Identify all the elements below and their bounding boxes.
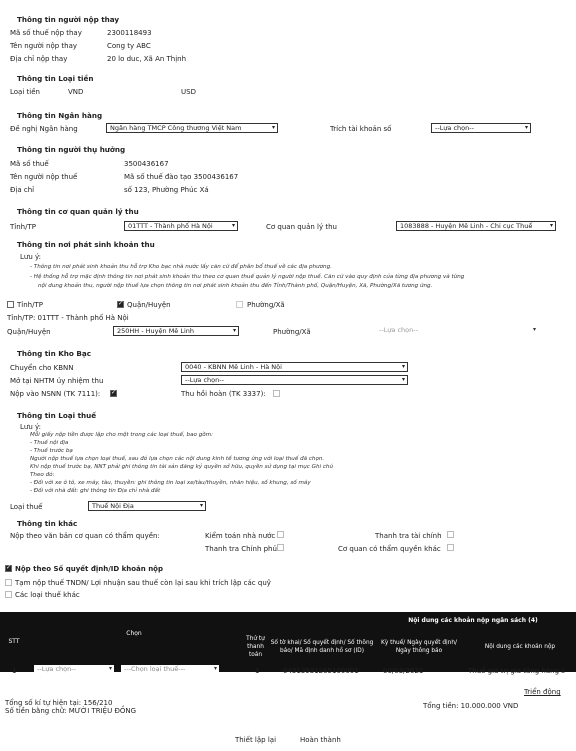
payer-tax-code-value: 2300118493 xyxy=(107,29,152,37)
amount-in-words: Số tiền bằng chữ: MƯỜI TRIỆU ĐỒNG xyxy=(5,707,137,715)
place-district-select[interactable] xyxy=(113,326,239,336)
complete-button[interactable]: Hoàn thành xyxy=(300,736,341,744)
table-col-order: Thứ tự thanh toán xyxy=(243,630,268,664)
gov-inspect-checkbox[interactable] xyxy=(277,544,284,551)
place-district-checkbox[interactable] xyxy=(117,301,124,308)
beneficiary-address-value: số 123, Phường Phúc Xá xyxy=(124,186,209,194)
place-province-checkbox[interactable] xyxy=(7,301,14,308)
payer-tax-code-label: Mã số thuế nộp thay xyxy=(10,29,82,37)
place-ward-option-label: Phường/Xã xyxy=(247,301,285,309)
bank-select-value: Ngân hàng TMCP Công thương Việt Nam xyxy=(110,124,242,132)
bank-request-label: Đề nghị Ngân hàng xyxy=(10,125,78,133)
authority-agency-value: 1083888 - Huyện Mê Linh - Chi cục Thuế xyxy=(400,222,533,230)
currency-label: Loại tiền xyxy=(10,88,40,96)
other-agency-checkbox[interactable] xyxy=(447,544,454,551)
chevron-down-icon: ▾ xyxy=(231,222,235,229)
gov-inspect-label: Thanh tra Chính phủ xyxy=(205,545,277,553)
authority-section-title: Thông tin cơ quan quản lý thu xyxy=(17,207,139,216)
taxtype-note-line: - Thuế trước bạ xyxy=(30,448,73,454)
authority-province-value: 01TTT - Thành phố Hà Nội xyxy=(128,222,213,230)
by-decision-label: Nộp theo Số quyết định/ID khoản nộp xyxy=(15,565,163,573)
place-ward-label: Phường/Xã xyxy=(273,328,311,336)
detail-link[interactable]: Triển động xyxy=(524,688,561,696)
nhtm-value: --Lựa chọn-- xyxy=(185,376,224,384)
table-row-choice1-value: --Lựa chọn-- xyxy=(37,665,76,673)
authority-province-label: Tỉnh/TP xyxy=(10,223,36,231)
bank-select[interactable] xyxy=(106,123,278,133)
currency-usd-option[interactable]: USD xyxy=(181,88,196,96)
nsnn-label: Nộp vào NSNN (TK 7111): xyxy=(10,390,101,398)
place-section-title: Thông tin nơi phát sinh khoản thu xyxy=(17,240,155,249)
other-section-title: Thông tin khác xyxy=(17,519,78,528)
refund-label: Thu hồi hoàn (TK 3337): xyxy=(181,390,266,398)
other-tax-label: Các loại thuế khác xyxy=(15,591,80,599)
authority-agency-label: Cơ quan quản lý thu xyxy=(266,223,337,231)
chevron-down-icon: ▾ xyxy=(108,665,112,672)
taxtype-note-line: - Đối với nhà đất: ghi thông tin Địa chỉ nhà đất xyxy=(30,488,161,494)
currency-section-title: Thông tin Loại tiền xyxy=(17,74,94,83)
taxtype-note-line: Người nộp thuế lựa chọn loại thuế, sau đó lựa chọn các nội dung kinh tế tương ứng với loại thuế đã chọn. xyxy=(30,456,325,462)
table-col-decision: Số tờ khai/ Số quyết định/ Số thông báo/ Mã định danh hồ sơ (ID) xyxy=(270,630,374,664)
taxtype-note-line: Mỗi giấy nộp tiền được lập cho một trong các loại thuế, bao gồm: xyxy=(30,432,214,438)
taxtype-note-label: Lưu ý: xyxy=(20,423,41,431)
other-agency-label: Cơ quan có thẩm quyền khác xyxy=(338,545,441,553)
treasury-section-title: Thông tin Kho Bạc xyxy=(17,349,91,358)
payer-section-title: Thông tin người nộp thay xyxy=(17,15,120,24)
table-col-content: Nội dung các khoản nộp xyxy=(464,630,576,664)
table-col-stt: STT xyxy=(0,614,28,670)
payer-address-label: Địa chỉ nộp thay xyxy=(10,55,68,63)
kbnn-value: 0040 - KBNN Mê Linh - Hà Nội xyxy=(185,363,282,371)
kbnn-select[interactable] xyxy=(181,362,408,372)
chevron-down-icon: ▾ xyxy=(232,327,236,334)
place-province-option-label: Tỉnh/TP xyxy=(17,301,43,309)
taxtype-note-line: Khi nộp thuế trước bạ, NNT phải ghi thông tin tài sản đăng ký quyền sở hữu, quyền sử dụng tại mục Ghi chú xyxy=(30,464,333,470)
beneficiary-address-label: Địa chỉ xyxy=(10,186,35,194)
place-district-label: Quận/Huyện xyxy=(7,328,51,336)
place-note-1: - Thông tin nơi phát sinh khoản thu hỗ trợ Kho bạc nhà nước lấy căn cứ để phân bổ thuế về các địa phương. xyxy=(30,264,332,270)
table-row-choice1-select[interactable] xyxy=(34,665,114,675)
taxtype-value: Thuế Nội Địa xyxy=(92,502,134,510)
chevron-down-icon: ▾ xyxy=(199,502,203,509)
reset-button[interactable]: Thiết lập lại xyxy=(235,736,277,744)
taxtype-section-title: Thông tin Loại thuế xyxy=(17,411,97,420)
taxtype-select[interactable] xyxy=(88,501,206,511)
taxtype-label: Loại thuế xyxy=(10,503,43,511)
place-note-2: - Hệ thống hỗ trợ mặc định thông tin nơi phát sinh khoản thu theo cơ quan thuế quản lý người nộp thuế. Căn cứ vào quy định của từng địa phương và từng xyxy=(30,274,465,280)
table-row-stt: 1 xyxy=(12,667,17,675)
beneficiary-name-label: Tên người nộp thuế xyxy=(10,173,78,181)
state-audit-checkbox[interactable] xyxy=(277,531,284,538)
place-ward-value: --Lựa chọn-- xyxy=(379,326,418,334)
refund-checkbox[interactable] xyxy=(273,390,280,397)
finance-inspect-label: Thanh tra tài chính xyxy=(375,532,442,540)
place-ward-select[interactable] xyxy=(376,326,538,336)
table-row-choice2-value: ---Chọn loại thuế--- xyxy=(124,665,186,673)
chevron-down-icon: ▾ xyxy=(213,665,217,672)
nsnn-checkbox[interactable] xyxy=(110,390,117,397)
chevron-down-icon: ▾ xyxy=(549,222,553,229)
beneficiary-tax-code-value: 3500436167 xyxy=(124,160,169,168)
currency-vnd-option[interactable]: VND xyxy=(68,88,84,96)
finance-inspect-checkbox[interactable] xyxy=(447,531,454,538)
table-row-decision: 04313931265100001 xyxy=(283,667,359,675)
place-ward-checkbox[interactable] xyxy=(236,301,243,308)
table-group-header: Nội dung các khoản nộp ngân sách (4) xyxy=(370,614,576,628)
state-audit-label: Kiểm toán nhà nước xyxy=(205,532,276,540)
payer-name-label: Tên người nộp thay xyxy=(10,42,78,50)
table-col-select: Chọn xyxy=(28,614,240,654)
chevron-down-icon: ▾ xyxy=(401,376,405,383)
place-note-3: nội dung khoản thu, người nộp thuế lựa chọn thông tin nơi phát sinh khoản thu đến Tỉnh/Thành phố, Quận/Huyện, Xã, Phường/Xã tương ứng. xyxy=(38,283,433,289)
debit-account-select[interactable] xyxy=(431,123,531,133)
beneficiary-section-title: Thông tin người thụ hưởng xyxy=(17,145,126,154)
chevron-down-icon: ▾ xyxy=(524,124,528,131)
place-note-label: Lưu ý: xyxy=(20,253,41,261)
payer-address-value: 20 lo duc, Xã An Thịnh xyxy=(107,55,187,63)
authority-agency-select[interactable] xyxy=(396,221,556,231)
total-amount: Tổng tiền: 10.000.000 VND xyxy=(423,702,519,710)
table-row-order: 1 xyxy=(255,667,260,675)
nhtm-select[interactable] xyxy=(181,375,408,385)
provisional-label: Tạm nộp thuế TNDN/ Lợi nhuận sau thuế còn lại sau khi trích lập các quỹ xyxy=(15,579,271,587)
other-tax-checkbox[interactable] xyxy=(5,591,12,598)
taxtype-note-line: Theo đó: xyxy=(30,472,55,478)
table-row-content: Thuế giá trị gia tăng hàng s xyxy=(468,667,565,675)
table-row-choice2-select[interactable] xyxy=(121,665,219,675)
provisional-checkbox[interactable] xyxy=(5,579,12,586)
taxtype-note-line: - Đối với xe ô tô, xe máy, tàu, thuyền: ghi thông tin loại xe/tàu/thuyền, nhãn hiệu, số khung, số máy xyxy=(30,480,311,486)
place-district-option-label: Quận/Huyện xyxy=(127,301,171,309)
bank-section-title: Thông tin Ngân hàng xyxy=(17,111,103,120)
beneficiary-name-value: Mã số thuế đào tạo 3500436167 xyxy=(124,173,239,181)
authority-province-select[interactable] xyxy=(124,221,238,231)
debit-account-label: Trích tài khoản số xyxy=(330,125,392,133)
taxtype-note-line: - Thuế nội địa xyxy=(30,440,69,446)
table-col-period: Kỳ thuế/ Ngày quyết định/ Ngày thông báo xyxy=(376,630,462,664)
char-count-text: Tổng số kí tự hiện tại: 156/210 xyxy=(5,699,113,707)
debit-account-value: --Lựa chọn-- xyxy=(435,124,474,132)
kbnn-label: Chuyển cho KBNN xyxy=(10,364,74,372)
place-district-value: 250HH - Huyện Mê Linh xyxy=(117,327,195,335)
table-row-period: 00/03/2021 xyxy=(383,667,424,675)
by-doc-label: Nộp theo văn bản cơ quan có thẩm quyền: xyxy=(10,532,160,540)
by-decision-checkbox[interactable] xyxy=(5,565,12,572)
beneficiary-tax-code-label: Mã số thuế xyxy=(10,160,49,168)
chevron-down-icon: ▾ xyxy=(401,363,405,370)
place-province-text: Tỉnh/TP: 01TTT - Thành phố Hà Nội xyxy=(7,314,129,322)
payer-name-value: Cong ty ABC xyxy=(107,42,151,50)
chevron-down-icon: ▾ xyxy=(532,326,536,333)
nhtm-label: Mở tại NHTM ủy nhiệm thu xyxy=(10,377,104,385)
chevron-down-icon: ▾ xyxy=(271,124,275,131)
